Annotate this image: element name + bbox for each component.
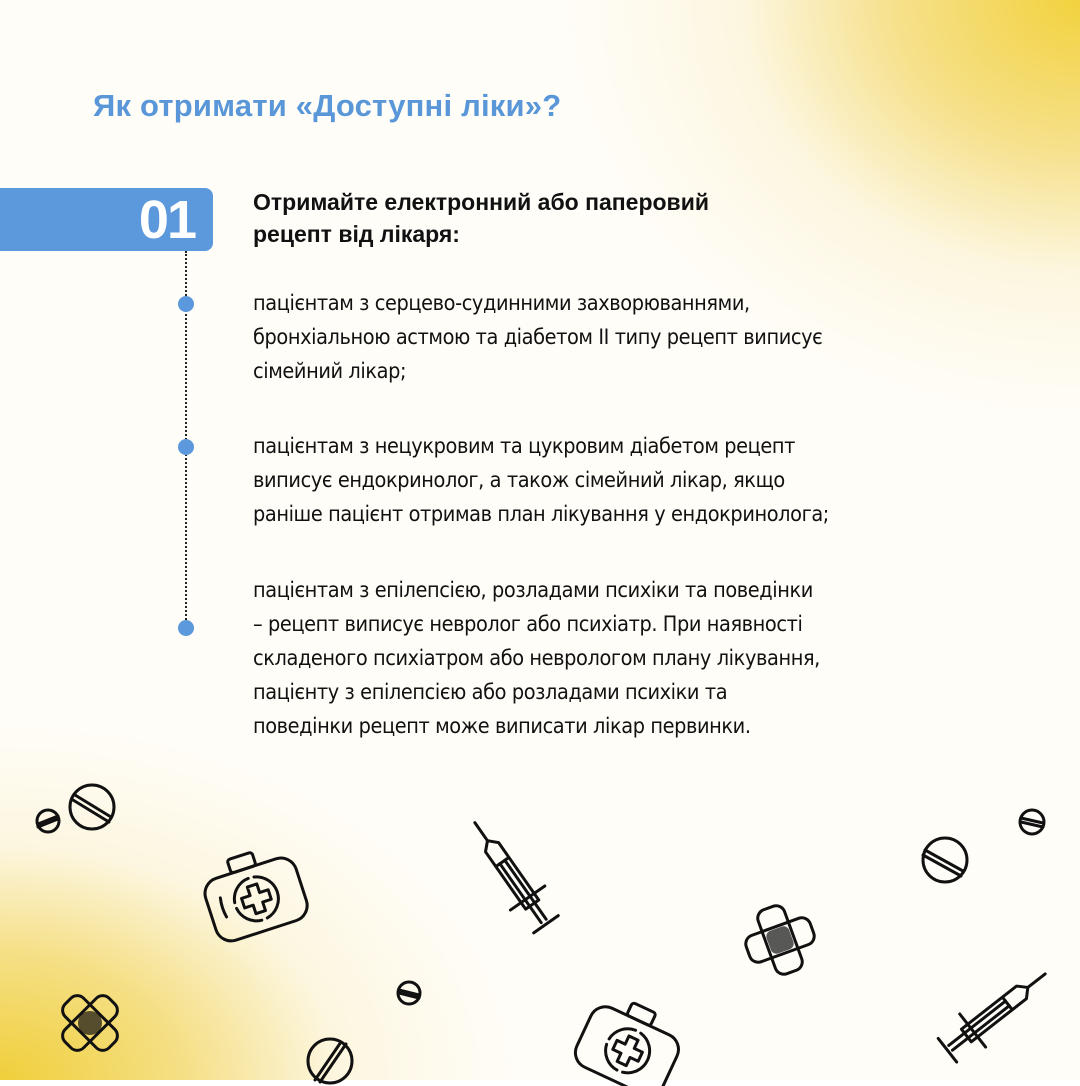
bullet-dot [178,620,194,636]
list-item [253,287,993,389]
bullet-dot [178,439,194,455]
step-heading-line: Отримайте електронний або паперовий [253,189,709,215]
pill-icon [305,1036,355,1086]
list-item-line: пацієнтам з епілепсією, розладами психіки та поведінки [253,578,813,603]
list-item-line: пацієнтам з нецукровим та цукровим діабетом рецепт [253,434,796,459]
list-item-line: – рецепт виписує невролог або психіатр. При наявності [253,612,803,637]
pill-icon [920,835,970,885]
first-aid-kit-icon [195,840,310,940]
first-aid-kit-icon [570,990,685,1085]
list-item-line: пацієнтам з серцево-судинними захворюваннями, [253,291,750,316]
list-item-line: бронхіальною астмою та діабетом II типу рецепт виписує [253,325,823,350]
bandage-icon [740,900,820,980]
list-item-line: виписує ендокринолог, а також сімейний лікар, якщо [253,468,785,493]
step-badge [0,188,213,251]
step-heading-line: рецепт від лікаря: [253,221,460,247]
list-item-line: сімейний лікар; [253,359,407,384]
syringe-icon [920,955,1060,1080]
list-item-line: раніше пацієнт отримав план лікування у ендокринолога; [253,502,829,527]
pill-icon [35,808,61,834]
pill-icon [1018,808,1046,836]
list-item [253,574,993,744]
pill-icon [67,782,117,832]
page-title: Як отримати «Доступні ліки»? [93,88,562,123]
pill-icon [396,980,422,1006]
bullet-dot [178,296,194,312]
syringe-icon [460,810,575,950]
list-item-line: складеного психіатром або неврологом плану лікування, [253,646,820,671]
step-number: 01 [138,190,195,250]
step-heading [253,186,893,250]
bandage-icon [55,988,125,1058]
list-item-line: поведінки рецепт може виписати лікар первинки. [253,714,751,739]
list-item [253,430,993,532]
list-item-line: пацієнту з епілепсією або розладами психіки та [253,680,728,705]
